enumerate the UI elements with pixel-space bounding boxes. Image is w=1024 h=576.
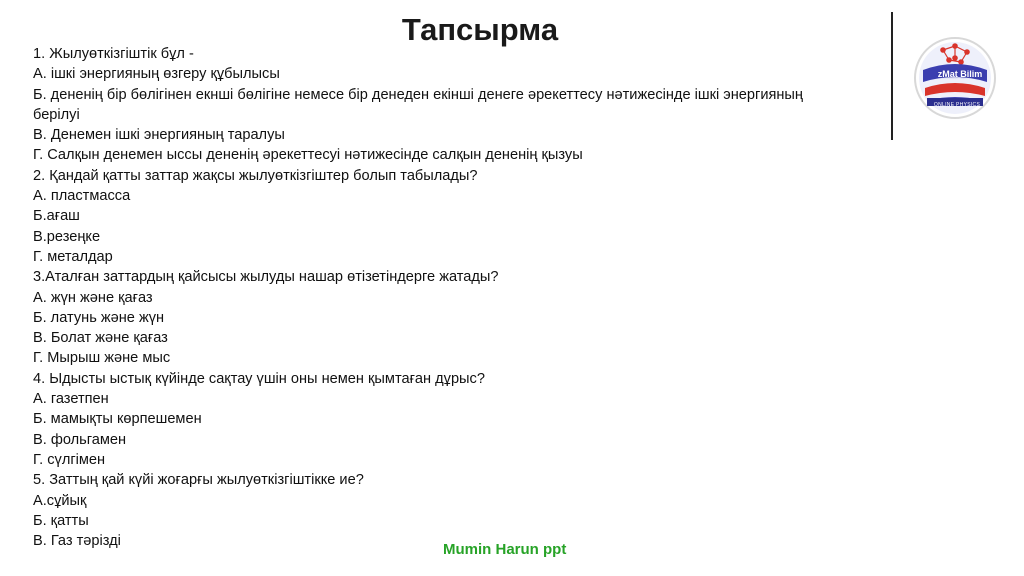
text-line: А. газетпен <box>33 391 109 408</box>
text-line: Б. латунь және жүн <box>33 309 165 326</box>
text-line: Г. Салқын денемен ыссы дененің әрекеттесуі нәтижесінде салқын дененің қызуы <box>33 147 583 164</box>
text-line: А. жүн және қағаз <box>33 289 153 306</box>
text-line: А. ішкі энергияның өзгеру құбылысы <box>33 66 280 83</box>
text-line: Б. дененің бір бөлігінен екнші бөлігіне немесе бір денеден екінші денеге әрекеттесу нәтижесінде ішкі энергияның <box>33 86 803 103</box>
text-line: Б. қатты <box>33 512 89 529</box>
text-line: А.сұйық <box>33 492 87 509</box>
question-list <box>33 44 953 551</box>
slide-title: Тапсырма <box>401 12 559 47</box>
text-line: Г. металдар <box>33 248 113 265</box>
text-line: 5. Заттың қай күйі жоғарғы жылуөткізгіштікке ие? <box>33 472 364 489</box>
text-line: В. Газ тәрізді <box>33 533 121 550</box>
text-line: 1. Жылуөткізгіштік бұл - <box>33 46 194 62</box>
text-line: Г. сүлгімен <box>33 451 106 468</box>
logo-subtitle: ONLINE PHYSICS <box>933 102 981 108</box>
text-line: В. Болат және қағаз <box>33 330 168 347</box>
text-line: 2. Қандай қатты заттар жақсы жылуөткізгіштер болып табылады? <box>33 167 478 184</box>
footer-credit: Mumin Harun ppt <box>443 541 567 558</box>
text-line: 4. Ыдысты ыстық күйінде сақтау үшін оны немен қымтаған дұрыс? <box>33 370 485 387</box>
text-line: берілуі <box>33 106 80 123</box>
text-line: Б. мамықты көрпешемен <box>33 411 202 428</box>
text-line: В. Денемен ішкі энергияның таралуы <box>33 127 285 144</box>
text-line: В.резеңке <box>33 228 101 245</box>
logo-text: zMat Bilim <box>937 69 983 79</box>
text-line: Б.ағаш <box>33 208 80 225</box>
text-line: 3.Аталған заттардың қайсысы жылуды нашар өтізетіндерге жатады? <box>33 269 499 286</box>
text-line: В. фольгамен <box>33 431 127 448</box>
text-line: А. пластмасса <box>33 188 131 205</box>
text-line: Г. Мырыш және мыс <box>33 350 171 367</box>
